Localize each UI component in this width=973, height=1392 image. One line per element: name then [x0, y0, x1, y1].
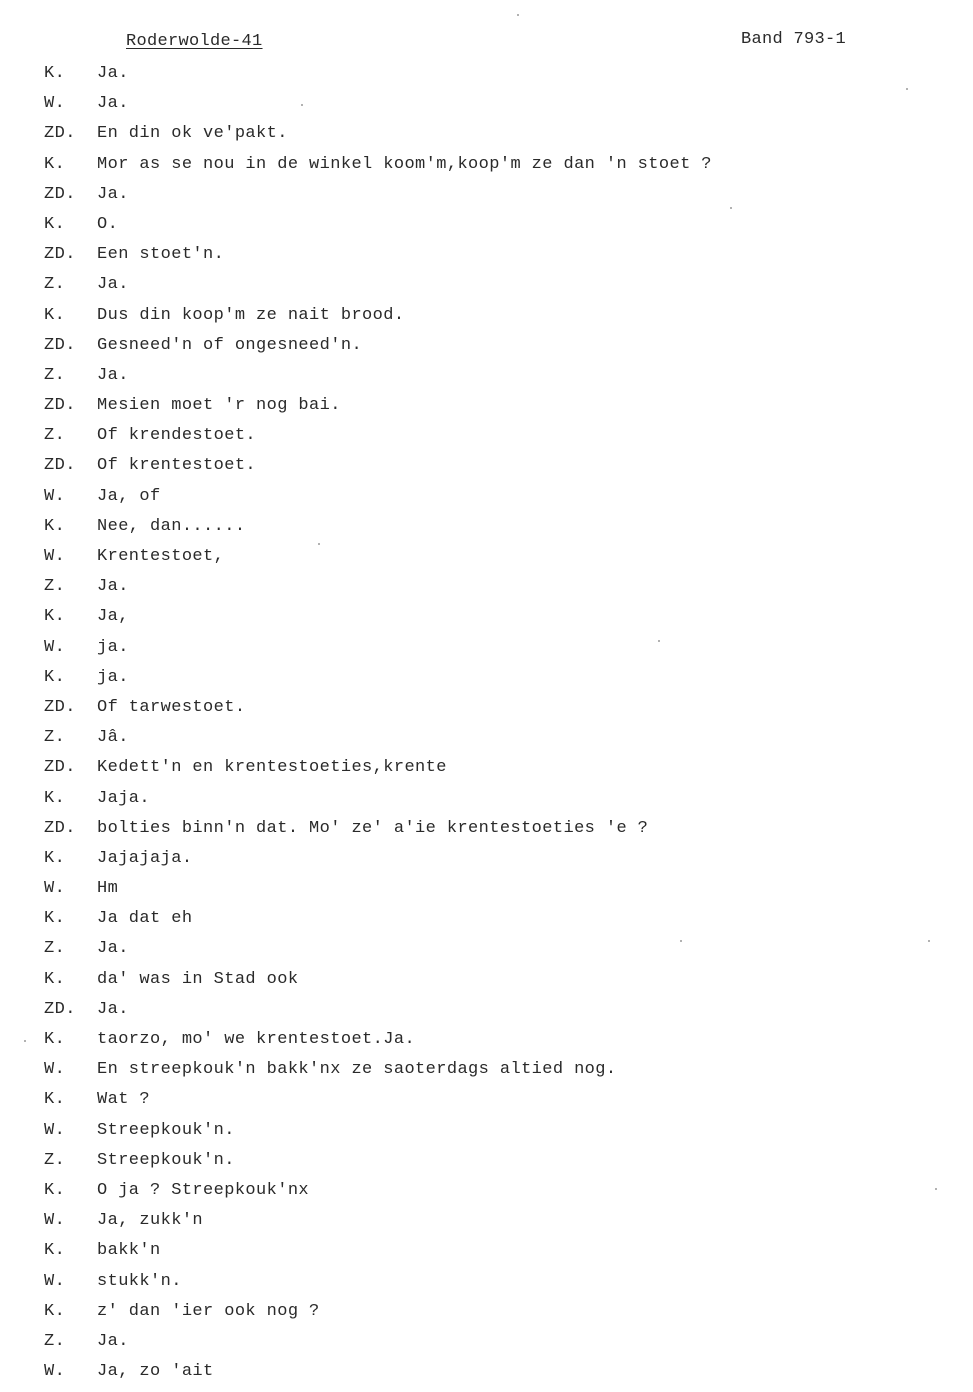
transcript-line — [0, 1055, 973, 1085]
scan-speck — [517, 14, 519, 16]
utterance-text: da' was in Stad ook — [97, 969, 299, 989]
utterance-text: Ja, zo 'ait — [97, 1362, 214, 1382]
transcript-line — [0, 512, 973, 542]
speaker-label: W. — [44, 94, 66, 114]
speaker-label: W. — [44, 1060, 66, 1080]
speaker-label: K. — [44, 154, 66, 174]
speaker-label: ZD. — [44, 818, 76, 838]
speaker-label: ZD. — [44, 184, 76, 204]
transcript-line — [0, 119, 973, 149]
speaker-label: K. — [44, 516, 66, 536]
band-number: Band 793-1 — [741, 30, 847, 49]
transcript-line — [0, 753, 973, 783]
utterance-text: En din ok ve'pakt. — [97, 124, 288, 144]
speaker-label: W. — [44, 1271, 66, 1291]
utterance-text: Jajajaja. — [97, 848, 193, 868]
speaker-label: Z. — [44, 728, 66, 748]
speaker-label: K. — [44, 788, 66, 808]
transcript-line — [0, 391, 973, 421]
utterance-text: stukk'n. — [97, 1271, 182, 1291]
utterance-text: Of krentestoet. — [97, 456, 257, 476]
transcript-line — [0, 361, 973, 391]
utterance-text: Wat ? — [97, 1090, 151, 1110]
utterance-text: Mor as se nou in de winkel koom'm,koop'm ze dan 'n stoet ? — [97, 154, 712, 174]
speaker-label: K. — [44, 969, 66, 989]
speaker-label: W. — [44, 486, 66, 506]
utterance-text: Ja, zukk'n — [97, 1211, 204, 1231]
utterance-text: Of krendestoet. — [97, 426, 257, 446]
utterance-text: Jâ. — [97, 728, 129, 748]
transcript-line — [0, 301, 973, 331]
scan-speck — [935, 1188, 937, 1190]
speaker-label: Z. — [44, 426, 66, 446]
speaker-label: K. — [44, 214, 66, 234]
transcript-line — [0, 723, 973, 753]
transcript-line — [0, 693, 973, 723]
transcript-line — [0, 844, 973, 874]
utterance-text: bolties binn'n dat. Mo' ze' a'ie krentestoeties 'e ? — [97, 818, 649, 838]
speaker-label: ZD. — [44, 758, 76, 778]
scan-speck — [680, 940, 682, 942]
utterance-text: Ja. — [97, 939, 129, 959]
transcript-line — [0, 1236, 973, 1266]
transcript-line — [0, 965, 973, 995]
speaker-label: K. — [44, 848, 66, 868]
speaker-label: K. — [44, 667, 66, 687]
speaker-label: ZD. — [44, 999, 76, 1019]
speaker-label: K. — [44, 1301, 66, 1321]
utterance-text: Streepkouk'n. — [97, 1150, 235, 1170]
transcript-line — [0, 240, 973, 270]
utterance-text: Jaja. — [97, 788, 151, 808]
page-title: Roderwolde-41 — [126, 32, 263, 51]
utterance-text: bakk'n — [97, 1241, 161, 1261]
utterance-text: ja. — [97, 667, 129, 687]
transcript-line — [0, 180, 973, 210]
utterance-text: ja. — [97, 637, 129, 657]
transcript-line — [0, 89, 973, 119]
speaker-label: K. — [44, 1180, 66, 1200]
speaker-label: Z. — [44, 1150, 66, 1170]
transcript-line — [0, 421, 973, 451]
utterance-text: Ja. — [97, 184, 129, 204]
speaker-label: K. — [44, 909, 66, 929]
transcript-line — [0, 814, 973, 844]
transcript-line — [0, 995, 973, 1025]
speaker-label: W. — [44, 879, 66, 899]
transcript-line — [0, 1146, 973, 1176]
utterance-text: O ja ? Streepkouk'nx — [97, 1180, 310, 1200]
utterance-text: Een stoet'n. — [97, 245, 225, 265]
transcript-lines — [0, 59, 973, 1387]
speaker-label: K. — [44, 1241, 66, 1261]
utterance-text: taorzo, mo' we krentestoet.Ja. — [97, 1030, 416, 1049]
utterance-text: Ja. — [97, 94, 129, 114]
speaker-label: K. — [44, 64, 66, 83]
transcript-line — [0, 904, 973, 934]
transcript-line — [0, 1297, 973, 1327]
speaker-label: W. — [44, 1120, 66, 1140]
transcript-line — [0, 1206, 973, 1236]
transcript-line — [0, 331, 973, 361]
utterance-text: Ja. — [97, 577, 129, 597]
transcript-line — [0, 1327, 973, 1357]
speaker-label: W. — [44, 547, 66, 566]
utterance-text: Ja, of — [97, 486, 161, 506]
utterance-text: Ja. — [97, 275, 129, 295]
transcript-line — [0, 663, 973, 693]
transcript-line — [0, 150, 973, 180]
transcript-line — [0, 874, 973, 904]
speaker-label: W. — [44, 1211, 66, 1231]
utterance-text: Of tarwestoet. — [97, 697, 246, 717]
transcript-line — [0, 1267, 973, 1297]
transcript-line — [0, 59, 973, 89]
speaker-label: K. — [44, 1090, 66, 1110]
transcript-line — [0, 542, 973, 572]
speaker-label: Z. — [44, 365, 66, 385]
speaker-label: W. — [44, 1362, 66, 1382]
speaker-label: Z. — [44, 1331, 66, 1351]
utterance-text: Ja. — [97, 1331, 129, 1351]
transcript-line — [0, 482, 973, 512]
speaker-label: ZD. — [44, 697, 76, 717]
transcript-line — [0, 1025, 973, 1055]
transcript-line — [0, 1085, 973, 1115]
scan-speck — [906, 88, 908, 90]
utterance-text: O. — [97, 214, 119, 234]
utterance-text: Krentestoet, — [97, 547, 225, 566]
transcript-line — [0, 784, 973, 814]
transcript-line — [0, 270, 973, 300]
speaker-label: ZD. — [44, 245, 76, 265]
utterance-text: Streepkouk'n. — [97, 1120, 235, 1140]
speaker-label: ZD. — [44, 335, 76, 355]
transcript-line — [0, 934, 973, 964]
utterance-text: Ja, — [97, 607, 129, 627]
speaker-label: K. — [44, 305, 66, 325]
speaker-label: Z. — [44, 939, 66, 959]
transcript-line — [0, 1357, 973, 1387]
speaker-label: Z. — [44, 577, 66, 597]
utterance-text: Gesneed'n of ongesneed'n. — [97, 335, 363, 355]
transcript-line — [0, 451, 973, 481]
utterance-text: Kedett'n en krentestoeties,krente — [97, 758, 447, 778]
transcript-line — [0, 1116, 973, 1146]
scan-speck — [301, 104, 303, 106]
utterance-text: z' dan 'ier ook nog ? — [97, 1301, 320, 1321]
scan-speck — [730, 207, 732, 209]
utterance-text: Ja. — [97, 64, 129, 83]
transcript-line — [0, 1176, 973, 1206]
speaker-label: ZD. — [44, 396, 76, 416]
utterance-text: Nee, dan...... — [97, 516, 246, 536]
utterance-text: Mesien moet 'r nog bai. — [97, 396, 341, 416]
utterance-text: Hm — [97, 879, 119, 899]
speaker-label: K. — [44, 607, 66, 627]
utterance-text: En streepkouk'n bakk'nx ze saoterdags altied nog. — [97, 1060, 617, 1080]
transcript-line — [0, 633, 973, 663]
speaker-label: K. — [44, 1030, 66, 1049]
utterance-text: Ja dat eh — [97, 909, 193, 929]
speaker-label: ZD. — [44, 456, 76, 476]
scan-speck — [318, 543, 320, 545]
transcript-line — [0, 210, 973, 240]
utterance-text: Ja. — [97, 999, 129, 1019]
speaker-label: Z. — [44, 275, 66, 295]
scan-speck — [24, 1040, 26, 1042]
utterance-text: Dus din koop'm ze nait brood. — [97, 305, 405, 325]
transcript-line — [0, 602, 973, 632]
speaker-label: ZD. — [44, 124, 76, 144]
transcript-line — [0, 572, 973, 602]
scan-speck — [928, 940, 930, 942]
speaker-label: W. — [44, 637, 66, 657]
utterance-text: Ja. — [97, 365, 129, 385]
scan-speck — [658, 640, 660, 642]
